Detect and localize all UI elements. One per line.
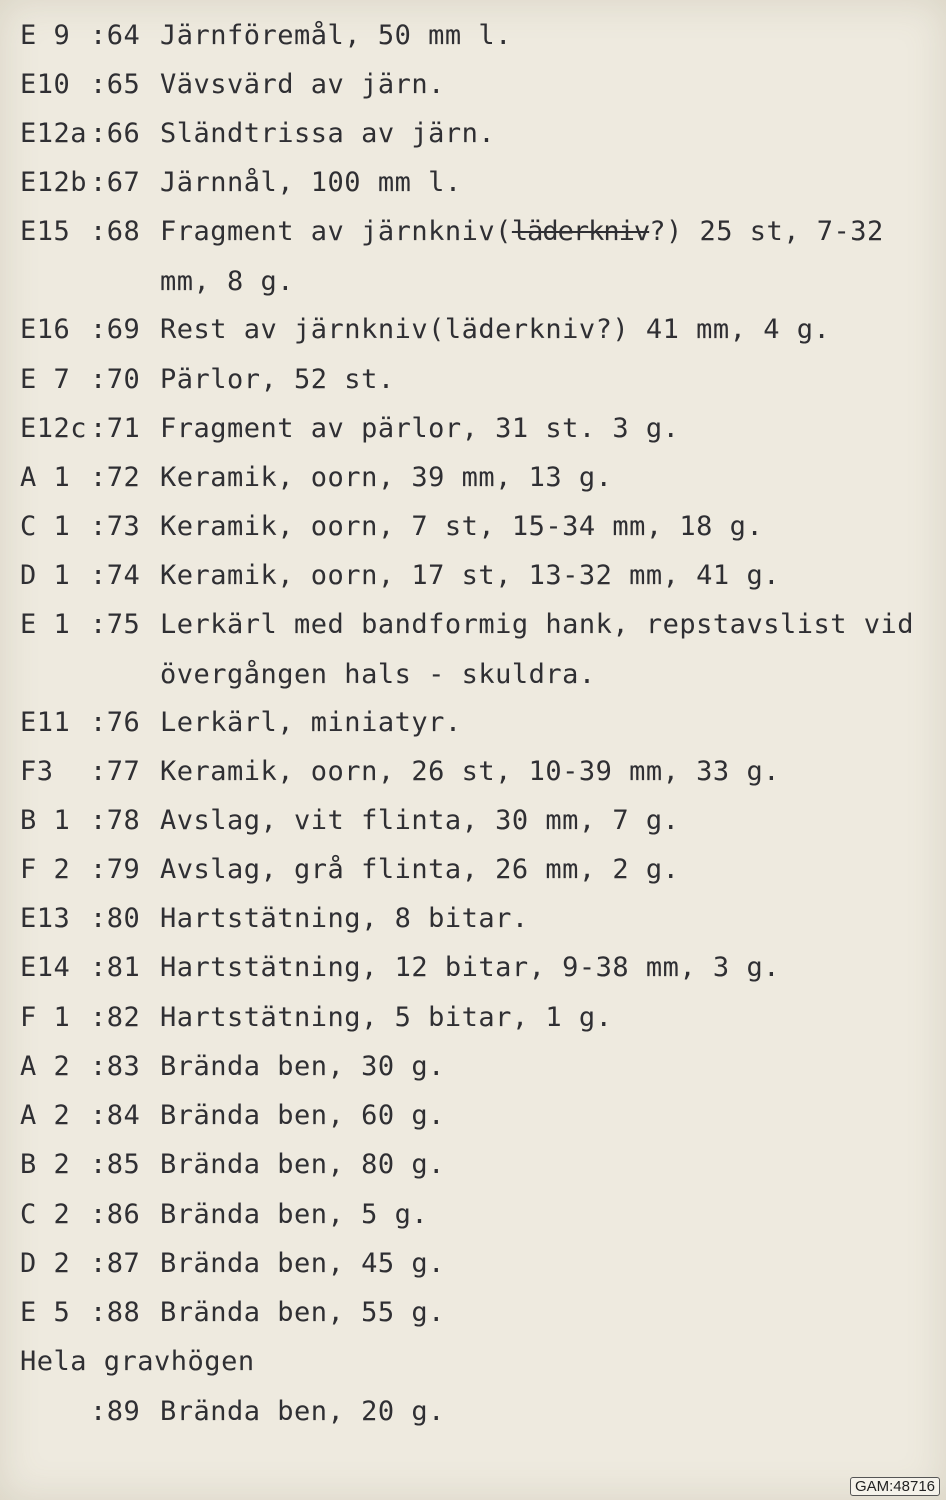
entry-number: :88 — [90, 1297, 141, 1328]
entry-row — [20, 409, 679, 449]
entry-number: :87 — [90, 1248, 141, 1279]
entry-text: ?) 25 st, 7-32 — [649, 216, 884, 247]
entry-row — [20, 801, 679, 841]
entry-code: A 2 — [20, 1051, 71, 1082]
entry-text: Brända ben, 55 g. — [160, 1297, 445, 1328]
entry-row — [20, 212, 884, 252]
entry-row — [20, 1392, 445, 1432]
entry-text: Avslag, grå flinta, 26 mm, 2 g. — [160, 854, 680, 885]
entry-number: :68 — [90, 216, 141, 247]
entry-code: E 5 — [20, 1297, 71, 1328]
entry-text: Keramik, oorn, 39 mm, 13 g. — [160, 462, 613, 493]
entry-row — [20, 850, 679, 890]
entry-code: E10 — [20, 69, 71, 100]
entry-number: :72 — [90, 462, 141, 493]
entry-text: Vävsvärd av järn. — [160, 69, 445, 100]
entry-code: B 2 — [20, 1149, 71, 1180]
entry-text: Keramik, oorn, 26 st, 10-39 mm, 33 g. — [160, 756, 780, 787]
entry-text: Hartstätning, 8 bitar. — [160, 903, 529, 934]
entry-row — [20, 703, 462, 743]
entry-number: :67 — [90, 167, 141, 198]
entry-text: Fragment av järnkniv( — [160, 216, 512, 247]
entry-text: Rest av järnkniv(läderkniv?) 41 mm, 4 g. — [160, 314, 831, 345]
entry-row — [20, 458, 612, 498]
entry-row — [20, 507, 763, 547]
entry-text: Fragment av pärlor, 31 st. 3 g. — [160, 413, 680, 444]
entry-code: D 2 — [20, 1248, 71, 1279]
entry-row — [20, 65, 445, 105]
entry-row — [20, 1195, 428, 1235]
entry-row — [20, 948, 780, 988]
entry-text: Keramik, oorn, 17 st, 13-32 mm, 41 g. — [160, 560, 780, 591]
entry-number: :74 — [90, 560, 141, 591]
entry-row — [20, 16, 512, 56]
entry-row — [20, 752, 780, 792]
entry-code: F 1 — [20, 1002, 71, 1033]
entry-number: :89 — [90, 1396, 141, 1427]
entry-row — [20, 1096, 445, 1136]
entry-continuation: övergången hals - skuldra. — [160, 659, 596, 690]
entry-number: :86 — [90, 1199, 141, 1230]
entry-code: F3 — [20, 756, 54, 787]
entry-code: E 9 — [20, 20, 71, 51]
entry-number: :69 — [90, 314, 141, 345]
entry-row — [20, 605, 914, 645]
entry-number: :83 — [90, 1051, 141, 1082]
entry-code: E 1 — [20, 609, 71, 640]
entry-number: :84 — [90, 1100, 141, 1131]
entry-code: E 7 — [20, 364, 71, 395]
entry-code: D 1 — [20, 560, 71, 591]
entry-number: :77 — [90, 756, 141, 787]
entry-code: A 2 — [20, 1100, 71, 1131]
entry-row — [20, 114, 495, 154]
entry-row — [20, 998, 612, 1038]
entry-text: Brända ben, 45 g. — [160, 1248, 445, 1279]
entry-number: :75 — [90, 609, 141, 640]
entry-code: E12b — [20, 167, 88, 198]
entry-code: E11 — [20, 707, 71, 738]
entry-continuation: mm, 8 g. — [160, 266, 295, 297]
entry-text: Keramik, oorn, 7 st, 15-34 mm, 18 g. — [160, 511, 764, 542]
entry-number: :73 — [90, 511, 141, 542]
entry-code: E12a — [20, 118, 88, 149]
archive-id-stamp: GAM:48716 — [850, 1477, 940, 1496]
entry-code: C 1 — [20, 511, 71, 542]
entry-number: :81 — [90, 952, 141, 983]
entry-text: Brända ben, 5 g. — [160, 1199, 429, 1230]
section-heading: Hela gravhögen — [20, 1346, 255, 1377]
entry-number: :66 — [90, 118, 141, 149]
entry-row — [20, 899, 529, 939]
entry-number: :79 — [90, 854, 141, 885]
entry-text: Pärlor, 52 st. — [160, 364, 395, 395]
entry-number: :82 — [90, 1002, 141, 1033]
entry-number: :64 — [90, 20, 141, 51]
entry-row — [20, 360, 395, 400]
entry-code: F 2 — [20, 854, 71, 885]
entry-row — [20, 1244, 445, 1284]
entry-text: Järnföremål, 50 mm l. — [160, 20, 512, 51]
entry-number: :70 — [90, 364, 141, 395]
entry-text: Brända ben, 60 g. — [160, 1100, 445, 1131]
entry-text: Brända ben, 30 g. — [160, 1051, 445, 1082]
entry-code: E15 — [20, 216, 71, 247]
entry-number: :85 — [90, 1149, 141, 1180]
entry-text: Hartstätning, 12 bitar, 9-38 mm, 3 g. — [160, 952, 780, 983]
entry-text: Sländtrissa av järn. — [160, 118, 496, 149]
entry-number: :71 — [90, 413, 141, 444]
entry-text: Lerkärl, miniatyr. — [160, 707, 462, 738]
entry-row — [20, 163, 462, 203]
entry-code: E12c — [20, 413, 88, 444]
entry-code: B 1 — [20, 805, 71, 836]
entry-row — [20, 1145, 445, 1185]
entry-number: :76 — [90, 707, 141, 738]
entry-text: Brända ben, 20 g. — [160, 1396, 445, 1427]
entry-code: E14 — [20, 952, 71, 983]
struck-text: läderkniv — [511, 216, 650, 247]
entry-number: :78 — [90, 805, 141, 836]
entry-code: E13 — [20, 903, 71, 934]
entry-code: A 1 — [20, 462, 71, 493]
entry-text: Järnnål, 100 mm l. — [160, 167, 462, 198]
entry-text: Lerkärl med bandformig hank, repstavslist vid — [160, 609, 914, 640]
entry-code: C 2 — [20, 1199, 71, 1230]
entry-number: :65 — [90, 69, 141, 100]
entry-code: E16 — [20, 314, 71, 345]
entry-row — [20, 1293, 445, 1333]
entry-row — [20, 1047, 445, 1087]
entry-row — [20, 556, 780, 596]
entry-row — [20, 310, 830, 350]
entry-number: :80 — [90, 903, 141, 934]
entry-text: Hartstätning, 5 bitar, 1 g. — [160, 1002, 613, 1033]
entry-text: Avslag, vit flinta, 30 mm, 7 g. — [160, 805, 680, 836]
entry-text: Brända ben, 80 g. — [160, 1149, 445, 1180]
